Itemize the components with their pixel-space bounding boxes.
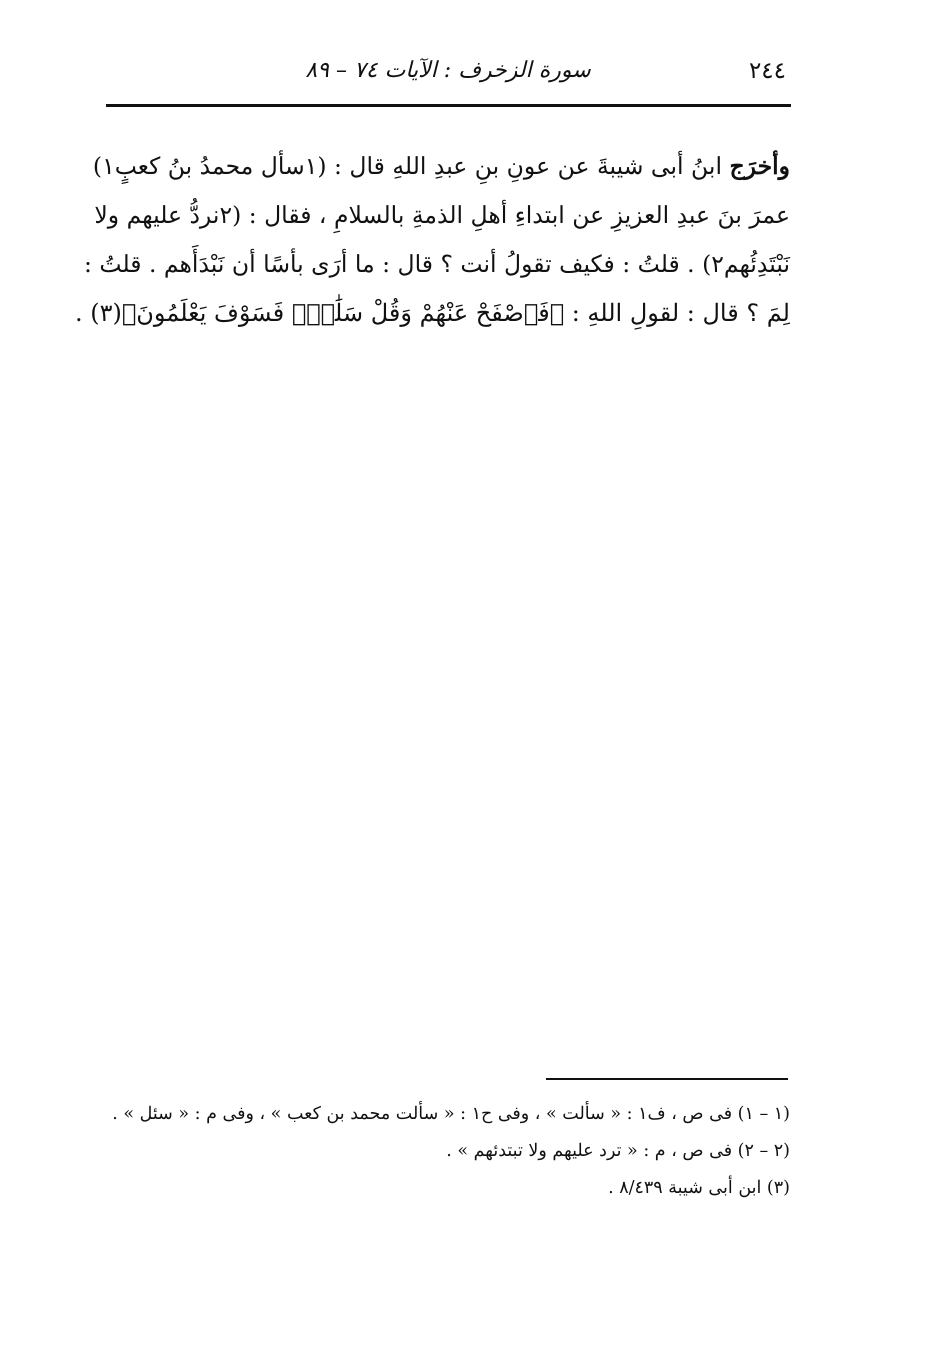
- header-divider: [106, 104, 791, 107]
- page-number: ٢٤٤: [748, 58, 786, 84]
- footnote-1: (١ – ١) فى ص ، ف١ : « سألت » ، وفى ح١ : « سألت محمد بن كعب » ، وفى م : « سئل » .: [112, 1104, 790, 1124]
- text-line: [92, 142, 790, 191]
- text-line-content: نَبْتَدِئُهم٢) . قلتُ : فكيف تقولُ أنت ؟ قال : ما أرَى بأسًا أن نَبْدَأَهم . قلتُ :: [84, 250, 790, 278]
- footnote-3: (٣) ابن أبى شيبة ٨/٤٣٩ .: [608, 1178, 790, 1198]
- text-line: [94, 191, 790, 240]
- footnote-2: (٢ – ٢) فى ص ، م : « ترد عليهم ولا تبتدئهم » .: [446, 1141, 790, 1161]
- text-line-content: ابنُ أبى شيبةَ عن عونِ بنِ عبدِ اللهِ قال : (١سأل محمدُ بنُ كعبٍ١): [92, 152, 730, 180]
- footnote-divider: [546, 1078, 788, 1080]
- footnotes: [100, 1096, 790, 1207]
- text-line: [84, 240, 790, 289]
- text-line-content: عمرَ بنَ عبدِ العزيزِ عن ابتداءِ أهلِ الذمةِ بالسلامِ ، فقال : (٢نردُّ عليهم ولا: [94, 201, 790, 229]
- text-line: [75, 289, 790, 338]
- text-line-content: لِمَ ؟ قال : لقولِ اللهِ : ﴿فَٱصْفَحْ عَنْهُمْ وَقُلْ سَلَٰمٌۚ فَسَوْفَ يَعْلَمُونَ﴾(٣) .: [75, 299, 790, 327]
- lead-word: وأخرَج: [729, 152, 790, 180]
- main-text: [75, 142, 790, 338]
- running-title: سورة الزخرف : الآيات ٧٤ – ٨٩: [305, 58, 591, 83]
- running-header: [106, 56, 790, 96]
